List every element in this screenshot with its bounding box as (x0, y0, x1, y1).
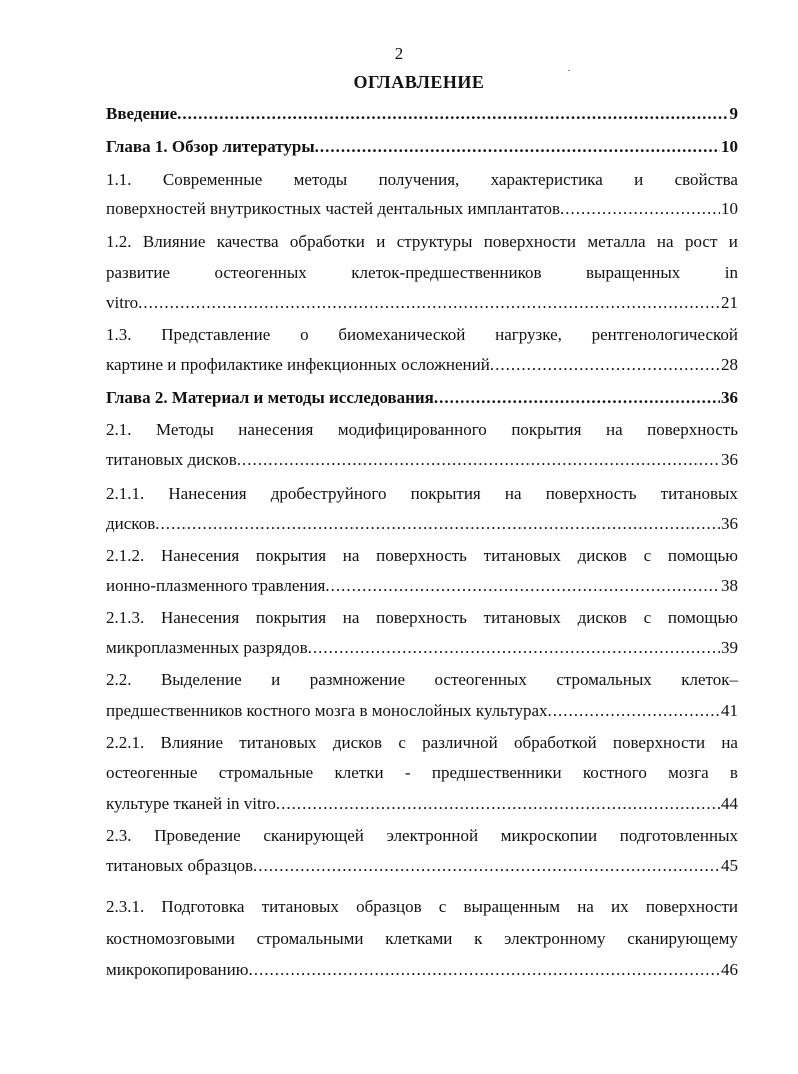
toc-word: мозга (668, 763, 709, 782)
toc-word: Выделение (160, 670, 242, 689)
toc-word: поверхности (483, 232, 576, 251)
toc-entry-line (106, 420, 738, 440)
toc-word: Нанесения (160, 608, 240, 627)
toc-word: и (634, 170, 644, 189)
toc-word: остеогенные (106, 763, 198, 782)
toc-word: поверхность (376, 608, 467, 627)
toc-word: характеристика (490, 170, 603, 189)
toc-word: Проведение (154, 826, 241, 845)
toc-word: рост (684, 232, 718, 251)
toc-word: 2.1.1. (106, 484, 145, 503)
toc-word: покрытия (255, 608, 327, 627)
toc-word: методы (293, 170, 348, 189)
toc-leader-dots (315, 137, 720, 157)
toc-word: Методы (156, 420, 214, 439)
toc-entry-text: ионно-плазменного травления (106, 576, 326, 595)
toc-word: микроскопии (500, 826, 598, 845)
toc-entry-line (106, 608, 738, 628)
toc-entry-text: Глава 2. Материал и методы исследования (106, 388, 434, 407)
toc-entry-line (106, 960, 738, 980)
toc-leader-dots (560, 199, 720, 219)
toc-word: 2.2. (106, 670, 132, 689)
toc-entry-line (106, 355, 738, 375)
toc-leader-dots (253, 856, 720, 876)
toc-word: 2.1. (106, 420, 132, 439)
toc-word: Современные (162, 170, 263, 189)
toc-word: 2.3. (106, 826, 132, 845)
toc-entry-line (106, 199, 738, 219)
toc-word: помощью (667, 608, 738, 627)
toc-entry-text: титановых дисков (106, 450, 237, 469)
toc-word: обработкой (514, 733, 597, 752)
toc-leader-dots (308, 638, 720, 658)
toc-word: образцов (356, 897, 422, 916)
toc-entry-text: Введение (106, 104, 178, 123)
toc-word: in (724, 263, 738, 282)
toc-word: получения, (378, 170, 460, 189)
toc-word: клетки (334, 763, 384, 782)
toc-word: и (728, 232, 738, 251)
toc-word: покрытия (255, 546, 327, 565)
toc-entry-line (106, 670, 738, 690)
toc-entry-text: микрокопированию (106, 960, 249, 979)
toc-word: костномозговыми (106, 929, 235, 948)
toc-word: покрытия (410, 484, 481, 503)
toc-entry-line (106, 576, 738, 596)
toc-leader-dots (548, 701, 720, 721)
toc-entry-text: титановых образцов (106, 856, 254, 875)
toc-word: Влияние (160, 733, 224, 752)
toc-word: выращенным (463, 897, 561, 916)
toc-entry-line (106, 826, 738, 846)
page-number: 2 (394, 44, 404, 63)
toc-word: предшественники (431, 763, 562, 782)
toc-leader-dots (490, 355, 720, 375)
toc-entry-line (106, 104, 738, 124)
toc-word: 2.1.3. (106, 608, 145, 627)
toc-word: на (504, 484, 522, 503)
toc-entry-text: дисков (106, 514, 156, 533)
toc-word: структуры (396, 232, 473, 251)
toc-word: выращенных (586, 263, 681, 282)
toc-page-number: 10 (721, 137, 738, 156)
toc-entry-text: предшественников костного мозга в монослойных культурах (106, 701, 548, 720)
toc-page-number: 39 (721, 638, 738, 657)
toc-word: развитие (106, 263, 170, 282)
toc-word: Подготовка (161, 897, 245, 916)
toc-entry-text: микроплазменных разрядов (106, 638, 308, 657)
toc-word: клетками (385, 929, 453, 948)
toc-word: в (729, 763, 738, 782)
toc-word: остеогенных (214, 263, 307, 282)
toc-leader-dots (434, 388, 720, 408)
toc-page-number: 41 (721, 701, 738, 720)
toc-leader-dots (276, 794, 720, 814)
toc-word: стромальные (218, 763, 314, 782)
toc-page-number: 36 (721, 450, 738, 469)
toc-word: подготовленных (619, 826, 738, 845)
toc-word: остеогенных (434, 670, 527, 689)
toc-entry-line (106, 856, 738, 876)
toc-word: электронному (504, 929, 606, 948)
toc-page-number: 21 (721, 293, 738, 312)
toc-word: и (271, 670, 281, 689)
toc-word: модифицированного (337, 420, 487, 439)
toc-word: дисков (577, 546, 627, 565)
toc-word: клеток-предшественников (351, 263, 542, 282)
toc-word: их (611, 897, 629, 916)
toc-word: помощью (667, 546, 738, 565)
toc-word: с (438, 897, 447, 916)
scan-speck (568, 70, 570, 71)
toc-word: на (577, 897, 594, 916)
toc-word: поверхность (647, 420, 738, 439)
toc-word: поверхность (545, 484, 637, 503)
toc-word: 2.1.2. (106, 546, 145, 565)
toc-word: о (300, 325, 309, 344)
toc-word: стромальными (256, 929, 364, 948)
toc-word: сканирующему (627, 929, 738, 948)
toc-leader-dots (138, 293, 720, 313)
toc-page-number: 28 (721, 355, 738, 374)
toc-word: сканирующей (263, 826, 364, 845)
toc-word: 2.2.1. (106, 733, 145, 752)
toc-word: обработки (289, 232, 365, 251)
toc-word: размножение (309, 670, 406, 689)
toc-entry-text: Глава 1. Обзор литературы (106, 137, 315, 156)
toc-word: различной (422, 733, 498, 752)
toc-word: свойства (674, 170, 738, 189)
toc-word: титановых (261, 897, 339, 916)
toc-entry-line (106, 293, 738, 313)
toc-entry-line (106, 450, 738, 470)
toc-page-number: 36 (721, 388, 738, 407)
toc-word: поверхности (612, 733, 706, 752)
toc-entry-line (106, 232, 738, 252)
toc-page-number: 38 (721, 576, 738, 595)
toc-entry-line (106, 325, 738, 345)
toc-page-number: 10 (721, 199, 738, 218)
toc-word: дробеструйного (270, 484, 387, 503)
toc-entry-line (106, 638, 738, 658)
toc-word: титановых (239, 733, 317, 752)
toc-entry-line (106, 388, 738, 408)
toc-word: 1.2. (106, 232, 132, 251)
toc-word: 2.3.1. (106, 897, 145, 916)
toc-entry-line (106, 763, 738, 783)
toc-word: - (404, 763, 411, 782)
toc-page-number: 36 (721, 514, 738, 533)
toc-word: титановых (483, 546, 561, 565)
toc-leader-dots (325, 576, 720, 596)
toc-word: дисков (577, 608, 627, 627)
toc-entry-line (106, 794, 738, 814)
toc-word: и (376, 232, 386, 251)
toc-entry-line (106, 701, 738, 721)
toc-word: на (605, 420, 623, 439)
toc-word: с (643, 546, 652, 565)
toc-word: на (342, 546, 360, 565)
toc-word: рентгенологической (591, 325, 738, 344)
toc-leader-dots (177, 104, 728, 124)
toc-word: костного (582, 763, 647, 782)
toc-entry-line (106, 170, 738, 190)
toc-word: нанесения (238, 420, 314, 439)
toc-word: на (721, 733, 738, 752)
toc-entry-text: картине и профилактике инфекционных осложнений (106, 355, 490, 374)
toc-word: титановых (660, 484, 738, 503)
toc-word: поверхность (376, 546, 467, 565)
toc-entry-text: поверхностей внутрикостных частей дентальных имплантатов (106, 199, 561, 218)
toc-word: качества (216, 232, 279, 251)
toc-entry-line (106, 484, 738, 504)
toc-leader-dots (155, 514, 720, 534)
toc-page-number: 46 (721, 960, 738, 979)
toc-leader-dots (248, 960, 720, 980)
toc-word: поверхности (645, 897, 738, 916)
toc-word: Представление (161, 325, 271, 344)
toc-word: Нанесения (160, 546, 240, 565)
toc-entry-line (106, 546, 738, 566)
toc-word: дисков (332, 733, 383, 752)
toc-word: клеток– (681, 670, 738, 689)
toc-word: Нанесения (168, 484, 247, 503)
toc-word: на (342, 608, 360, 627)
toc-page-number: 45 (721, 856, 738, 875)
toc-entry-line (106, 929, 738, 949)
toc-entry-text: vitro (106, 293, 139, 312)
toc-word: покрытия (511, 420, 582, 439)
toc-word: 1.1. (106, 170, 132, 189)
toc-leader-dots (237, 450, 720, 470)
toc-entry-line (106, 733, 738, 753)
toc-word: электронной (386, 826, 479, 845)
toc-page-number: 9 (729, 104, 738, 123)
toc-word: стромальных (556, 670, 652, 689)
toc-word: 1.3. (106, 325, 132, 344)
toc-word: металла (587, 232, 646, 251)
toc-word: на (656, 232, 674, 251)
toc-word: Влияние (142, 232, 206, 251)
toc-word: с (643, 608, 652, 627)
toc-word: биомеханической (338, 325, 466, 344)
toc-page-number: 44 (721, 794, 738, 813)
toc-word: титановых (483, 608, 561, 627)
toc-entry-line (106, 897, 738, 917)
toc-entry-line (106, 514, 738, 534)
toc-entry-line (106, 263, 738, 283)
toc-word: с (398, 733, 406, 752)
toc-entry-line (106, 137, 738, 157)
toc-word: нагрузке, (495, 325, 562, 344)
toc-title: ОГЛАВЛЕНИЕ (353, 72, 485, 92)
toc-word: к (474, 929, 483, 948)
toc-entry-text: культуре тканей in vitro (106, 794, 276, 813)
